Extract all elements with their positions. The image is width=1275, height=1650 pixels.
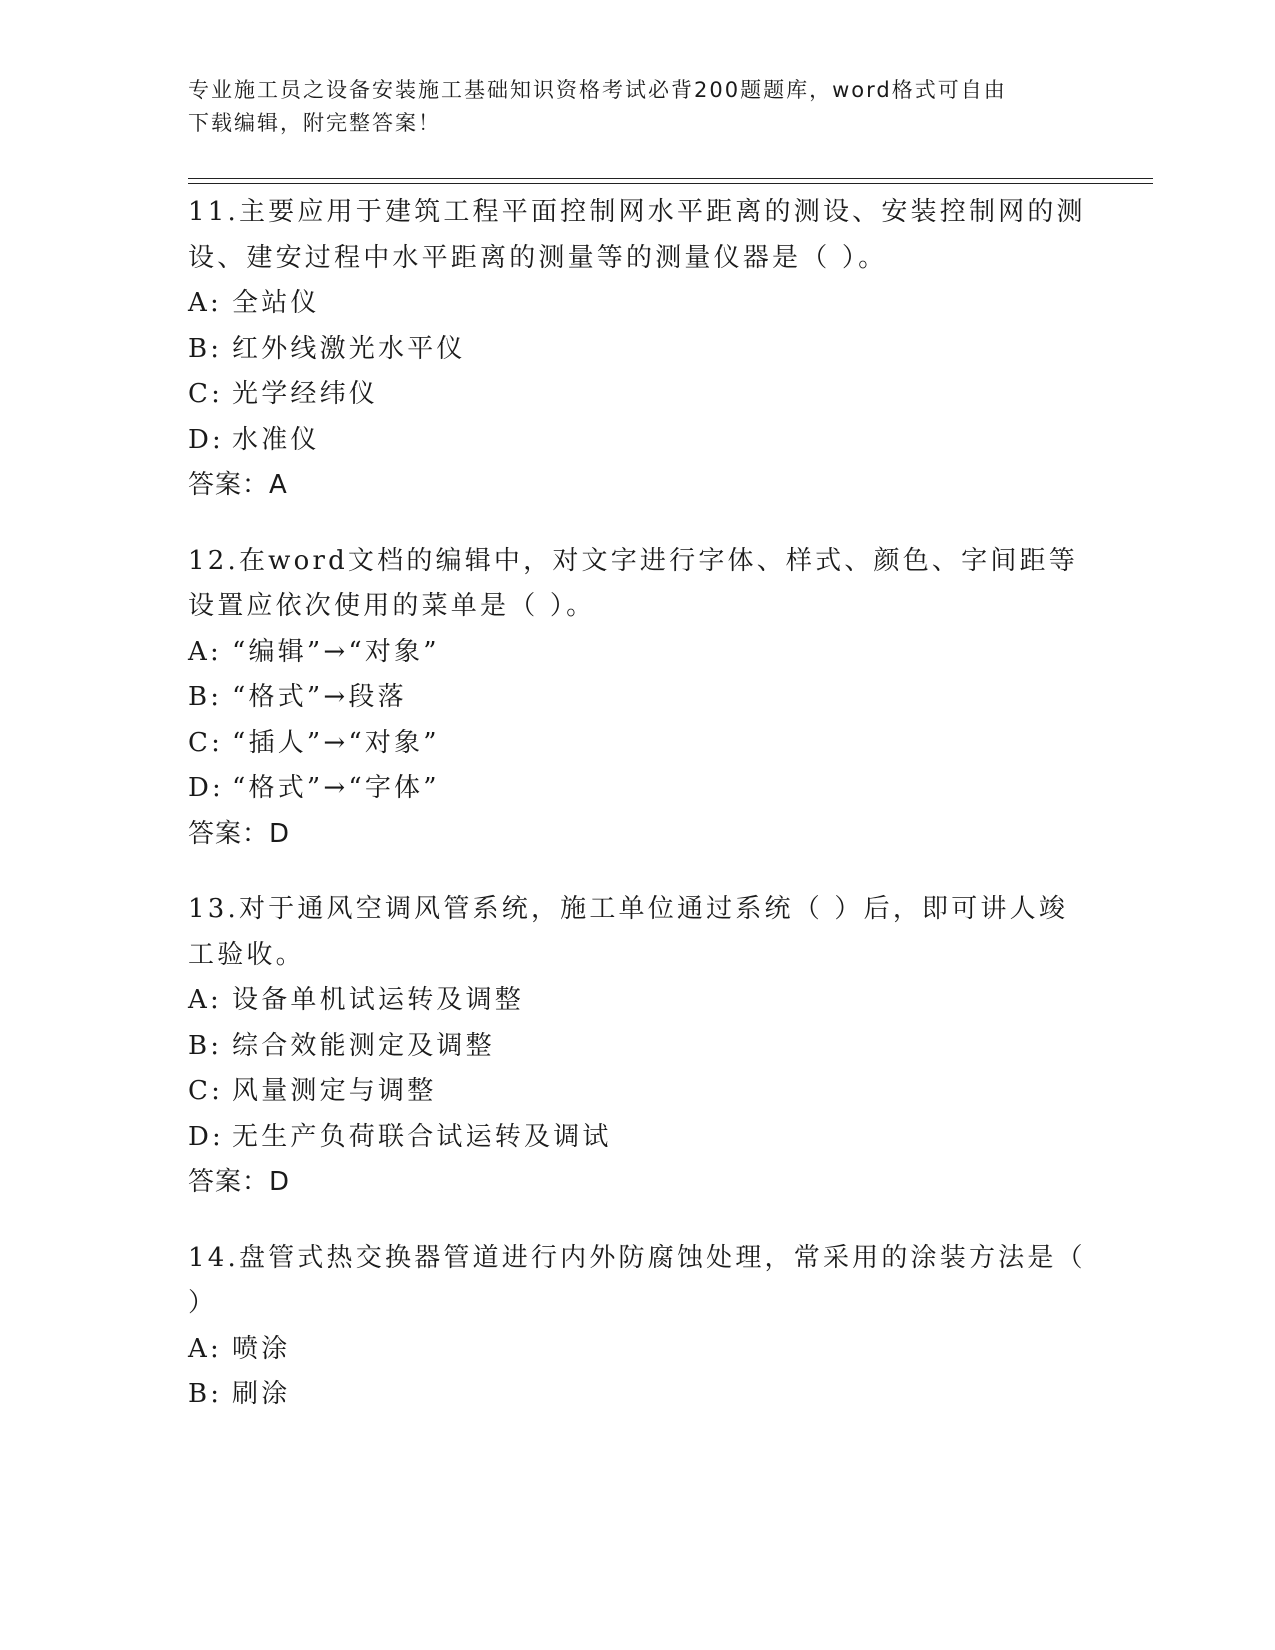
question-stem: 14.盘管式热交换器管道进行内外防腐蚀处理，常采用的涂装方法是（ ） xyxy=(188,1242,1086,1318)
option-text: “格式”→“字体” xyxy=(232,773,440,803)
option-key: B: xyxy=(188,1379,223,1409)
option-text: 无生产负荷联合试运转及调试 xyxy=(232,1121,612,1152)
option-key: B: xyxy=(188,682,223,712)
header-line-1: 专业施工员之设备安装施工基础知识资格考试必背200题题库，word格式可自由 xyxy=(188,78,1007,102)
option-d xyxy=(188,1115,1088,1161)
option-text: 全站仪 xyxy=(232,288,320,318)
option-key: D: xyxy=(188,773,225,803)
option-text: “格式”→段落 xyxy=(232,682,407,712)
option-d xyxy=(188,418,1088,464)
option-text: 刷涂 xyxy=(232,1379,291,1409)
option-key: D: xyxy=(188,424,225,455)
header-divider-top xyxy=(188,178,1153,179)
option-key: B: xyxy=(188,1030,223,1061)
option-key: A: xyxy=(188,288,222,318)
option-key: A: xyxy=(188,636,222,667)
option-b xyxy=(188,1372,1088,1418)
question-stem: 11.主要应用于建筑工程平面控制网水平距离的测设、安装控制网的测设、建安过程中水平距离的测量等的测量仪器是（ ）。 xyxy=(188,197,1086,273)
option-a xyxy=(188,978,1088,1024)
option-key: A: xyxy=(188,985,222,1015)
option-b xyxy=(188,675,1088,721)
option-text: 光学经纬仪 xyxy=(232,379,379,409)
question-stem: 12.在word文档的编辑中，对文字进行字体、样式、颜色、字间距等设置应依次使用的菜单是（ ）。 xyxy=(188,545,1078,621)
option-key: B: xyxy=(188,333,223,364)
answer-label: 答案：A xyxy=(188,470,288,500)
question-stem: 13.对于通风空调风管系统，施工单位通过系统（ ）后，即可讲人竣工验收。 xyxy=(188,894,1069,970)
answer-label: 答案：D xyxy=(188,818,291,849)
option-key: D: xyxy=(188,1121,225,1152)
option-text: “编辑”→“对象” xyxy=(232,636,440,667)
option-key: C: xyxy=(188,727,224,758)
option-d xyxy=(188,766,1088,812)
option-c xyxy=(188,1069,1088,1115)
document-header xyxy=(188,74,1088,140)
option-b xyxy=(188,1024,1088,1070)
option-a xyxy=(188,1327,1088,1373)
option-text: 综合效能测定及调整 xyxy=(232,1030,495,1061)
option-key: C: xyxy=(188,379,224,409)
option-b xyxy=(188,327,1088,373)
question-14 xyxy=(188,1236,1088,1418)
option-text: “插人”→“对象” xyxy=(232,727,440,758)
option-text: 设备单机试运转及调整 xyxy=(232,985,525,1015)
option-text: 喷涂 xyxy=(232,1333,291,1364)
question-11 xyxy=(188,190,1088,509)
answer-label: 答案：D xyxy=(188,1167,291,1197)
option-key: A: xyxy=(188,1333,222,1364)
option-text: 风量测定与调整 xyxy=(232,1076,437,1106)
question-12 xyxy=(188,539,1088,858)
option-c xyxy=(188,721,1088,767)
option-a xyxy=(188,630,1088,676)
header-divider-bottom xyxy=(188,183,1153,184)
question-list xyxy=(188,190,1088,1448)
question-13 xyxy=(188,887,1088,1206)
option-key: C: xyxy=(188,1076,224,1106)
option-c xyxy=(188,372,1088,418)
header-line-2: 下载编辑，附完整答案！ xyxy=(188,111,441,135)
option-a xyxy=(188,281,1088,327)
option-text: 红外线激光水平仪 xyxy=(232,333,466,364)
option-text: 水准仪 xyxy=(232,424,320,455)
